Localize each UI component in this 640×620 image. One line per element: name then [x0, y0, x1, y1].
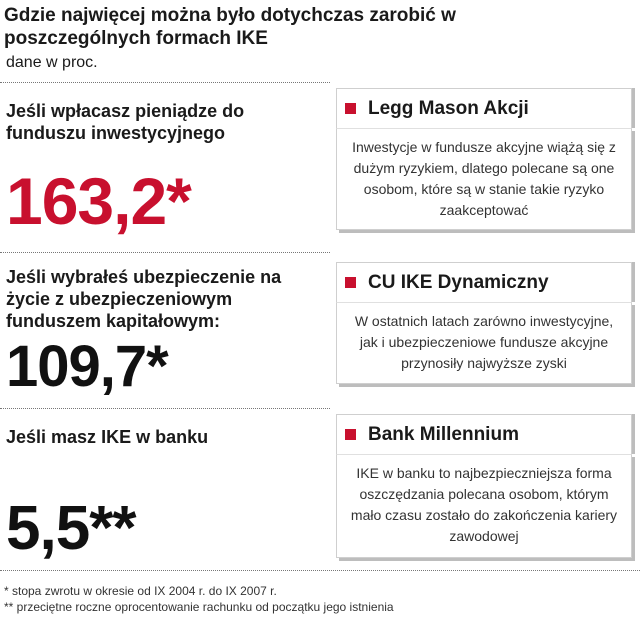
card-text: IKE w banku to najbezpieczniejsza forma oszczędzania polecana osobom, którym mało czasu zostało do zakończenia kariery zawodowej	[336, 454, 632, 558]
card-title: CU IKE Dynamiczny	[368, 271, 549, 293]
footnote-2: ** przeciętne roczne oprocentowanie rachunku od początku jego istnienia	[4, 600, 394, 614]
row-label-insurance: Jeśli wybrałeś ubezpieczenie na życie z ubezpieczeniowym funduszem kapitałowym:	[6, 267, 282, 331]
infographic-title: Gdzie najwięcej można było dotychczas zarobić w poszczególnych formach IKE	[4, 5, 456, 49]
red-square-icon	[345, 103, 356, 114]
card-header	[336, 88, 632, 128]
divider	[0, 252, 330, 253]
divider	[0, 82, 330, 83]
row-value-fund: 163,2*	[6, 164, 191, 238]
row-label-bank: Jeśli masz IKE w banku	[6, 427, 209, 447]
card-legg-mason	[336, 88, 632, 230]
infographic-subtitle: dane w proc.	[6, 54, 98, 71]
divider	[0, 408, 330, 409]
card-header	[336, 414, 632, 454]
footer-divider	[0, 570, 640, 571]
card-bank-millennium	[336, 414, 632, 558]
card-title: Bank Millennium	[368, 423, 519, 445]
row-value-insurance: 109,7*	[6, 334, 168, 399]
row-label-fund: Jeśli wpłacasz pieniądze do funduszu inwestycyjnego	[6, 101, 245, 143]
row-value-bank: 5,5**	[6, 494, 136, 563]
red-square-icon	[345, 429, 356, 440]
footnote-1: * stopa zwrotu w okresie od IX 2004 r. do IX 2007 r.	[4, 584, 277, 598]
red-square-icon	[345, 277, 356, 288]
card-text: W ostatnich latach zarówno inwestycyjne, jak i ubezpieczeniowe fundusze akcyjne przynosiły najwyższe zyski	[336, 302, 632, 384]
card-text: Inwestycje w fundusze akcyjne wiążą się z dużym ryzykiem, dlatego polecane są one osobom, które są w stanie takie ryzyko zaakceptować	[336, 128, 632, 230]
card-cu-ike	[336, 262, 632, 384]
card-header	[336, 262, 632, 302]
card-title: Legg Mason Akcji	[368, 97, 529, 119]
